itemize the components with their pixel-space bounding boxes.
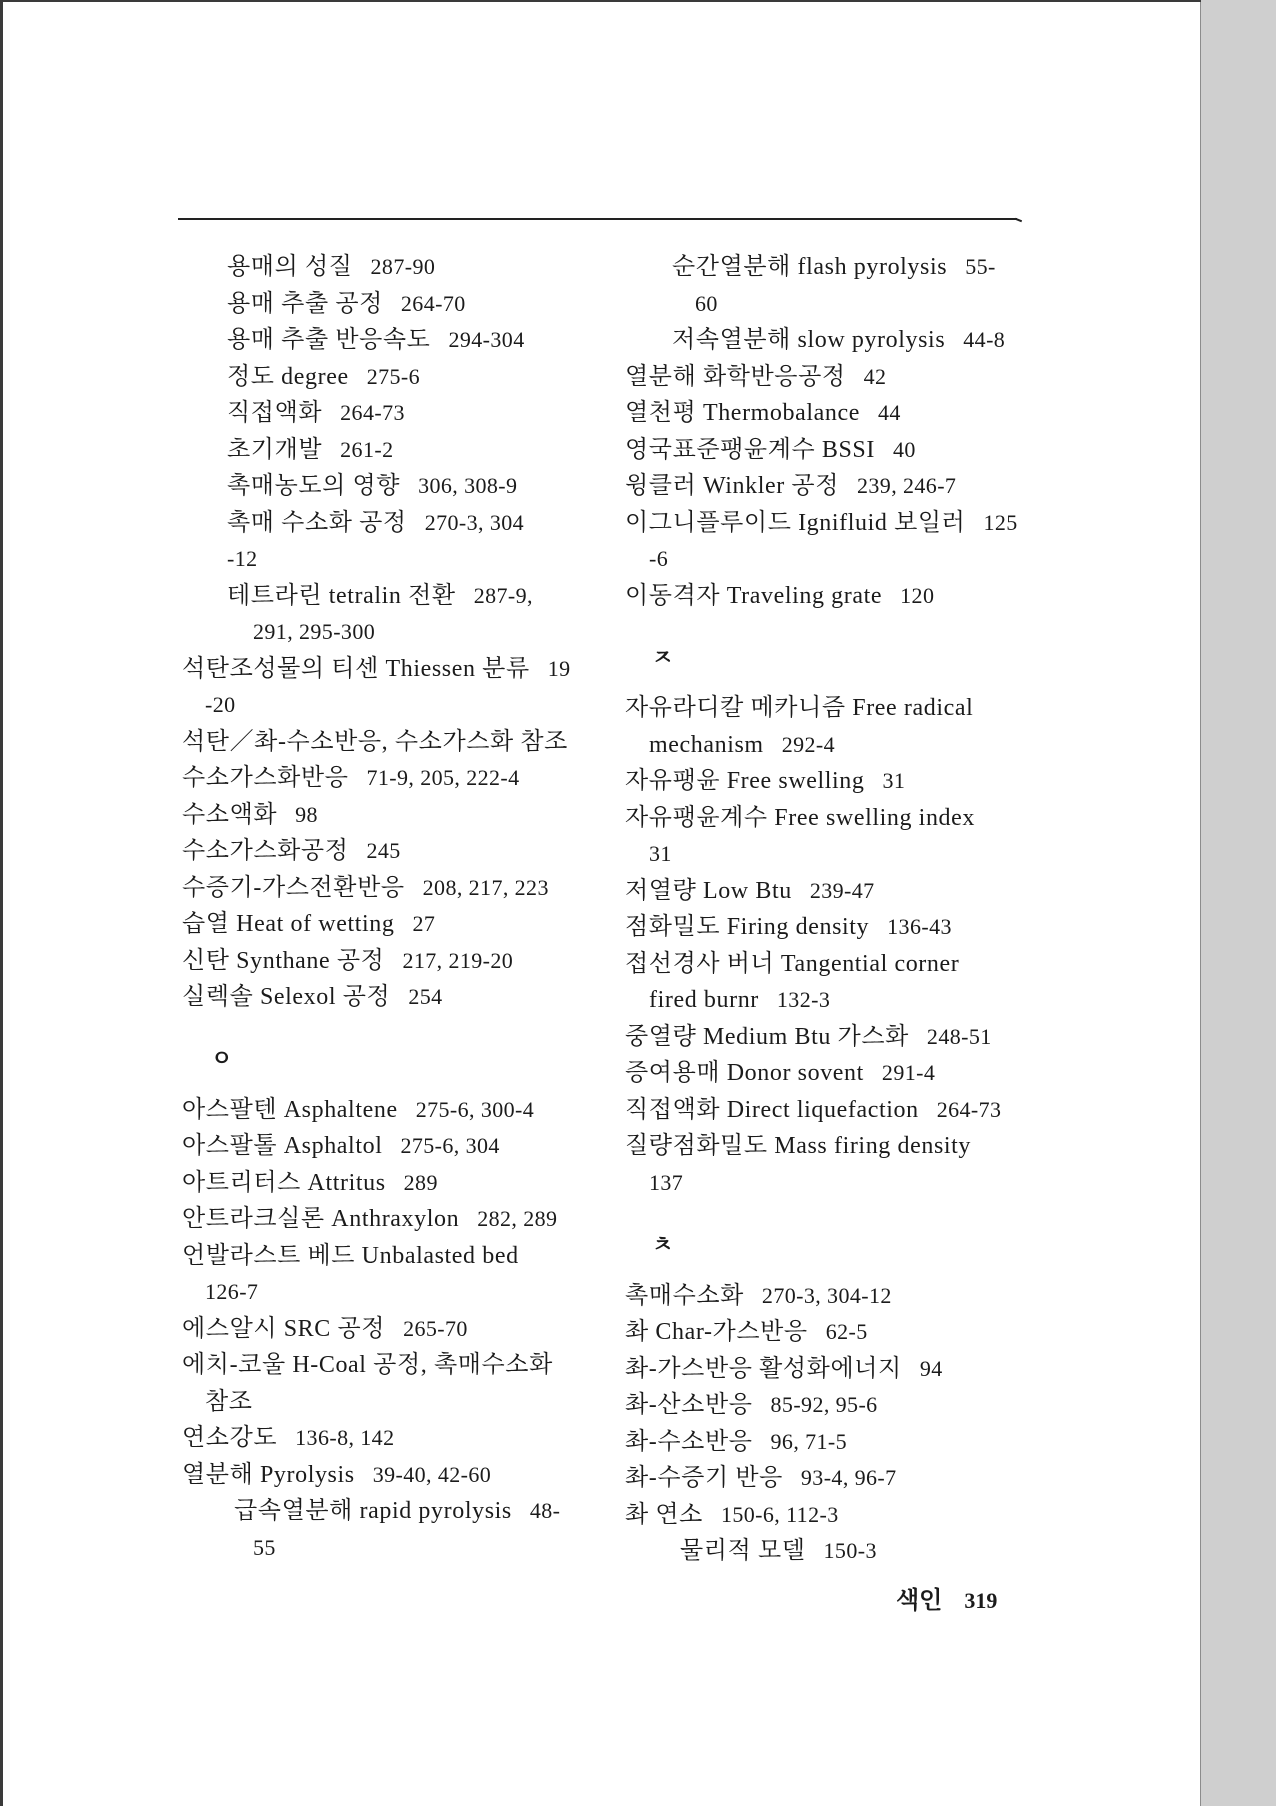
index-entry-continuation: [182, 1530, 622, 1567]
entry-term: 수소가스화반응: [182, 765, 349, 791]
entry-term: 촉매 수소화 공정: [227, 509, 407, 536]
entry-pages: 245: [366, 838, 401, 863]
entry-term: 자유라디칼 메카니즘 Free radical: [625, 695, 974, 722]
index-entry: [625, 1351, 1145, 1388]
entry-pages: 282, 289: [477, 1206, 558, 1232]
entry-pages: 40: [892, 436, 916, 462]
entry-term: 이그니플루이드 Ignifluid 보일러: [625, 509, 966, 536]
entry-term: 수증기-가스전환반응: [182, 874, 405, 901]
entry-term: 연소강도: [182, 1425, 278, 1452]
index-subentry: [182, 359, 622, 396]
index-entry: [182, 833, 622, 870]
index-subentry: [182, 249, 622, 286]
entry-term: 에스알시 SRC 공정: [182, 1315, 386, 1342]
index-entry-continuation: [182, 614, 622, 651]
index-entry: [625, 1019, 1145, 1056]
entry-term: 직접액화 Direct liquefaction: [625, 1096, 919, 1123]
entry-term: 접선경사 버너 Tangential corner: [625, 950, 960, 977]
entry-term: 초기개발: [227, 436, 323, 463]
index-subentry: [182, 322, 622, 359]
index-entry-continuation: [625, 982, 1145, 1019]
entry-term: 신탄 Synthane 공정: [182, 947, 385, 974]
entry-term: 안트라크실론 Anthraxylon: [182, 1206, 460, 1233]
entry-pages: 287-9,: [473, 582, 533, 608]
entry-pages: 48-: [529, 1498, 561, 1524]
entry-pages: 19: [547, 655, 571, 681]
entry-term: 테트라린 tetralin 전환: [227, 582, 456, 609]
index-entry: [625, 946, 1145, 983]
entry-pages: 136-8, 142: [295, 1425, 395, 1451]
index-entry: [625, 359, 1145, 396]
entry-term: 촉매수소화: [625, 1282, 744, 1309]
index-entry: [182, 760, 622, 797]
index-entry: [182, 979, 622, 1016]
index-subentry: [182, 505, 622, 542]
index-entry-continuation: [625, 1165, 1145, 1202]
entry-term: 직접액화: [227, 400, 323, 426]
index-entry: [625, 1128, 1145, 1165]
index-subentry: [182, 286, 622, 323]
entry-term: 수소액화: [182, 801, 278, 828]
entry-pages: 44-8: [963, 327, 1006, 352]
index-entry: [625, 1092, 1145, 1129]
entry-term: 저열량 Low Btu: [625, 877, 792, 904]
entry-term: mechanism: [649, 731, 764, 758]
entry-term: 열분해 화학반응공정: [625, 363, 846, 390]
entry-pages: 126-7: [205, 1279, 259, 1305]
index-entry: [625, 1278, 1145, 1315]
entry-term: 이동격자 Traveling grate: [625, 582, 883, 609]
entry-pages: 306, 308-9: [418, 473, 518, 498]
entry-term: 촤-수소반응: [625, 1428, 753, 1455]
entry-term: 아트리터스 Attritus: [182, 1169, 386, 1196]
entry-term: fired burnr: [649, 987, 759, 1014]
index-entry: [625, 1424, 1145, 1461]
entry-term: 저속열분해 slow pyrolysis: [672, 327, 946, 353]
index-entry: [625, 1314, 1145, 1351]
entry-pages: 85-92, 95-6: [770, 1392, 878, 1418]
entry-pages: 239, 246-7: [857, 473, 957, 498]
entry-pages: 264-73: [936, 1096, 1002, 1122]
entry-pages: 294-304: [448, 327, 525, 352]
entry-term: 질량점화밀도 Mass firing density: [625, 1133, 972, 1160]
entry-pages: 71-9, 205, 222-4: [366, 765, 520, 790]
index-entry-continuation: [182, 1274, 622, 1311]
entry-pages: 31: [649, 841, 672, 867]
entry-term: 열천평 Thermobalance: [625, 400, 861, 426]
entry-term: 정도 degree: [227, 363, 349, 390]
entry-pages: 62-5: [825, 1319, 868, 1345]
index-entry: [625, 468, 1145, 505]
index-subentry: [182, 468, 622, 505]
entry-pages: 132-3: [776, 987, 831, 1013]
index-subentry: [182, 432, 622, 469]
entry-pages: 137: [649, 1169, 684, 1195]
index-entry: [625, 800, 1145, 837]
entry-term: 자유팽윤 Free swelling: [625, 768, 865, 795]
entry-pages: 275-6, 300-4: [415, 1096, 535, 1122]
entry-term: 용매의 성질: [227, 254, 353, 280]
entry-pages: 248-51: [926, 1023, 992, 1049]
entry-pages: 44: [878, 400, 901, 425]
entry-pages: 39-40, 42-60: [372, 1461, 492, 1487]
index-entry: [182, 724, 622, 761]
entry-term: 급속열분해 rapid pyrolysis: [234, 1498, 512, 1525]
entry-term: 실렉솔 Selexol 공정: [182, 984, 391, 1010]
index-entry: [625, 395, 1145, 432]
entry-term: 자유팽윤계수 Free swelling index: [625, 804, 975, 831]
index-entry: [182, 870, 622, 907]
entry-pages: 93-4, 96-7: [800, 1465, 897, 1491]
index-column-right: [625, 249, 1145, 1570]
entry-pages: 96, 71-5: [770, 1428, 848, 1454]
entry-term: 석탄조성물의 티센 Thiessen 분류: [182, 655, 530, 682]
index-entry: [625, 1055, 1145, 1092]
index-entry: [182, 1347, 622, 1384]
entry-pages: 275-6: [366, 363, 421, 389]
index-entry: [625, 909, 1145, 946]
index-entry: [625, 873, 1145, 910]
entry-pages: -12: [227, 546, 258, 571]
entry-term: 아스팔톨 Asphaltol: [182, 1133, 383, 1160]
entry-term: 석탄／촤-수소반응, 수소가스화 참조: [182, 728, 568, 755]
index-entry: [182, 1092, 622, 1129]
entry-pages: 270-3, 304: [424, 509, 525, 535]
entry-pages: 208, 217, 223: [422, 874, 549, 900]
entry-pages: 239-47: [809, 877, 875, 903]
entry-term: 촤-가스반응 활성화에너지: [625, 1355, 902, 1382]
entry-term: 에치-코울 H-Coal 공정, 촉매수소화: [182, 1352, 553, 1379]
entry-pages: 98: [295, 801, 318, 827]
entry-term: 증여용매 Donor sovent: [625, 1060, 864, 1087]
section-heading: ㅈ: [652, 644, 674, 670]
index-entry: [182, 1165, 622, 1202]
index-entry: [182, 906, 622, 943]
index-entry-continuation: [625, 541, 1145, 578]
section-heading: ㅊ: [652, 1231, 674, 1257]
entry-pages: 27: [412, 911, 436, 936]
entry-pages: 136-43: [887, 914, 952, 940]
index-entry: [182, 651, 622, 688]
entry-pages: 289: [403, 1169, 438, 1195]
entry-pages: 94: [919, 1355, 943, 1381]
entry-term: 촤-산소반응: [625, 1392, 753, 1419]
entry-term: 중열량 Medium Btu 가스화: [625, 1023, 909, 1050]
section-heading: ㅇ: [211, 1046, 233, 1072]
entry-pages: 264-73: [340, 400, 405, 425]
footer-label: 색인: [896, 1588, 943, 1614]
entry-pages: 42: [863, 363, 887, 389]
index-entry-continuation: [625, 286, 1145, 323]
index-subentry: [625, 322, 1145, 359]
entry-pages: 31: [882, 768, 906, 794]
entry-term: 용매 추출 반응속도: [227, 327, 431, 353]
index-entry-continuation: [182, 541, 622, 578]
index-entry: [625, 1387, 1145, 1424]
entry-pages: 150-3: [823, 1538, 877, 1564]
entry-pages: 291-4: [881, 1060, 936, 1086]
entry-pages: 150-6, 112-3: [720, 1501, 839, 1527]
entry-term: 촤 Char-가스반응: [625, 1319, 808, 1346]
entry-term: 점화밀도 Firing density: [625, 914, 870, 941]
index-entry: [625, 1460, 1145, 1497]
entry-term: 용매 추출 공정: [227, 290, 383, 317]
entry-pages: 55: [253, 1534, 276, 1560]
index-entry: [625, 505, 1145, 542]
index-column-left: [182, 249, 622, 1566]
entry-pages: 292-4: [781, 731, 836, 757]
entry-term: 참조: [205, 1388, 253, 1415]
entry-term: 물리적 모델: [680, 1538, 806, 1565]
entry-pages: -6: [649, 546, 669, 571]
entry-pages: 217, 219-20: [402, 947, 514, 973]
page-footer: [896, 1585, 997, 1617]
index-entry: [625, 432, 1145, 469]
entry-term: 촉매농도의 영향: [227, 473, 401, 499]
entry-term: 습열 Heat of wetting: [182, 911, 395, 937]
index-entry: [182, 1457, 622, 1494]
entry-term: 촤 연소: [625, 1501, 703, 1528]
index-entry: [182, 1420, 622, 1457]
entry-pages: -20: [205, 692, 236, 717]
entry-term: 열분해 Pyrolysis: [182, 1461, 355, 1488]
index-subentry: [182, 1493, 622, 1530]
entry-pages: 60: [695, 290, 718, 316]
entry-term: 순간열분해 flash pyrolysis: [672, 254, 948, 280]
entry-pages: 120: [900, 582, 935, 608]
entry-pages: 291, 295-300: [253, 619, 376, 644]
index-entry: [182, 943, 622, 980]
entry-pages: 270-3, 304-12: [761, 1282, 892, 1308]
page-number: 319: [964, 1588, 998, 1613]
index-entry: [182, 1238, 622, 1275]
index-entry-continuation: [625, 727, 1145, 764]
index-entry: [625, 1497, 1145, 1534]
index-entry: [625, 578, 1145, 615]
entry-term: 수소가스화공정: [182, 838, 349, 864]
index-subentry: [182, 395, 622, 432]
header-rule: [178, 218, 1017, 220]
index-entry: [182, 1311, 622, 1348]
index-entry: [625, 763, 1145, 800]
index-entry: [182, 1201, 622, 1238]
entry-pages: 254: [408, 984, 443, 1009]
entry-pages: 125: [983, 509, 1018, 535]
entry-pages: 55-: [965, 254, 996, 279]
entry-term: 영국표준팽윤계수 BSSI: [625, 436, 875, 463]
index-entry: [182, 1128, 622, 1165]
entry-term: 언발라스트 베드 Unbalasted bed: [182, 1242, 519, 1269]
entry-term: 촤-수증기 반응: [625, 1465, 783, 1492]
entry-pages: 287-90: [370, 254, 436, 279]
index-entry-continuation: [625, 836, 1145, 873]
index-subentry: [625, 249, 1145, 286]
index-entry-continuation: [182, 687, 622, 724]
entry-term: 아스팔텐 Asphaltene: [182, 1096, 398, 1123]
entry-pages: 275-6, 304: [400, 1133, 500, 1159]
index-entry: [625, 690, 1145, 727]
entry-pages: 265-70: [403, 1315, 468, 1341]
entry-pages: 264-70: [400, 290, 466, 316]
index-entry-continuation: [182, 1384, 622, 1421]
index-subentry: [182, 578, 622, 615]
index-entry: [182, 797, 622, 834]
entry-term: 윙클러 Winkler 공정: [625, 473, 839, 499]
entry-pages: 261-2: [340, 436, 394, 462]
index-subentry: [625, 1533, 1145, 1570]
